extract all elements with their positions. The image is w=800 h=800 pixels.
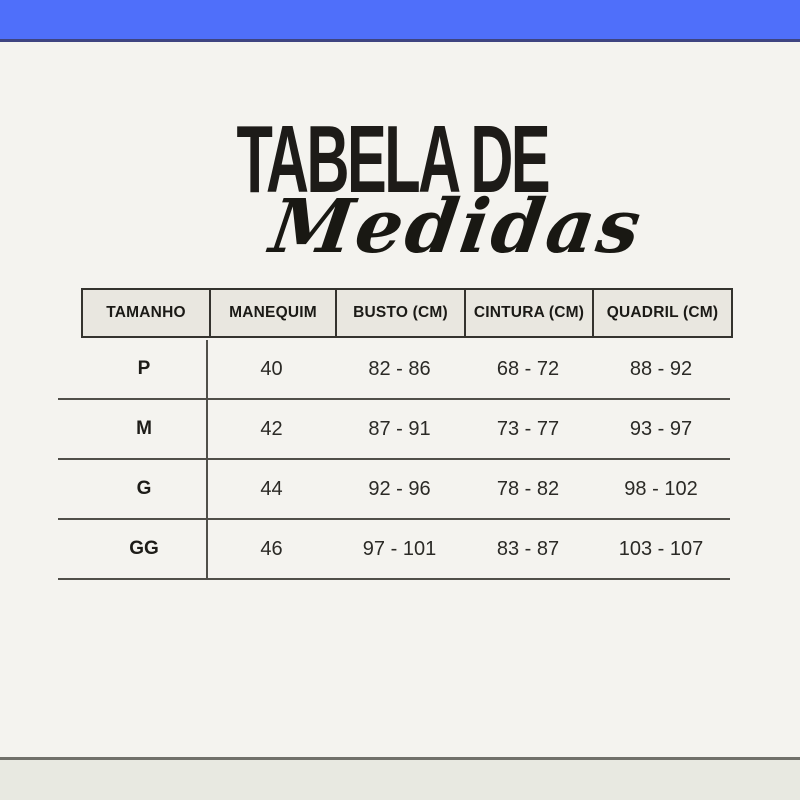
table-row-g	[58, 460, 730, 520]
cell-manequim: 46	[260, 537, 283, 560]
cell-quadril: 103 - 107	[618, 537, 704, 560]
page-subtitle-script	[0, 184, 800, 270]
cell-manequim: 40	[260, 357, 283, 380]
header-cell-quadril: QUADRIL (CM)	[592, 288, 733, 338]
cell-size: G	[58, 460, 208, 518]
header-cell-manequim: MANEQUIM	[209, 288, 337, 338]
cell-cintura: 83 - 87	[496, 537, 560, 560]
cell-cintura: 73 - 77	[496, 417, 560, 440]
page-subtitle-text: Medidas	[265, 184, 649, 270]
header-cell-busto: BUSTO (CM)	[335, 288, 466, 338]
cell-cintura: 78 - 82	[496, 477, 560, 500]
cell-size: GG	[58, 520, 208, 578]
cell-size: M	[58, 400, 208, 458]
size-table-body	[58, 340, 730, 580]
cell-manequim: 44	[260, 477, 283, 500]
header-cell-tamanho: TAMANHO	[81, 288, 211, 338]
cell-busto: 87 - 91	[368, 417, 431, 440]
top-blue-bar	[0, 0, 800, 42]
page-title-text: TABELA DE	[236, 106, 548, 213]
cell-cintura: 68 - 72	[496, 357, 560, 380]
cell-busto: 92 - 96	[368, 477, 431, 500]
cell-busto: 82 - 86	[368, 357, 431, 380]
table-header-row	[81, 288, 733, 338]
cell-manequim: 42	[260, 417, 283, 440]
cell-quadril: 93 - 97	[629, 417, 693, 440]
cell-quadril: 88 - 92	[629, 357, 693, 380]
cell-size: P	[58, 340, 208, 398]
header-cell-cintura: CINTURA (CM)	[464, 288, 594, 338]
table-row-p	[58, 340, 730, 400]
cell-quadril: 98 - 102	[624, 477, 698, 500]
cell-busto: 97 - 101	[362, 537, 437, 560]
table-row-m	[58, 400, 730, 460]
bottom-strip	[0, 760, 800, 800]
table-row-gg	[58, 520, 730, 580]
